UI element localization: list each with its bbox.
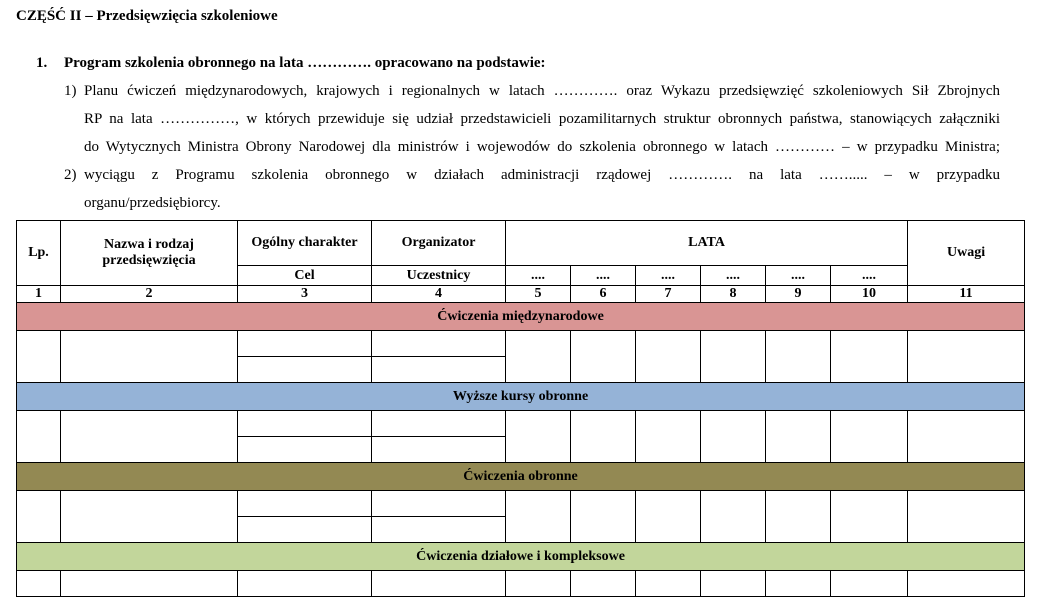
table-cell[interactable] bbox=[238, 517, 372, 543]
column-number: 4 bbox=[372, 286, 506, 303]
table-cell[interactable] bbox=[908, 331, 1025, 383]
table-cell[interactable] bbox=[238, 437, 372, 463]
list-item-line: do Wytycznych Ministra Obrony Narodowej dla ministrów i wojewodów do szkolenia obronnego w latach ………… – w przypadku Ministra; bbox=[84, 139, 1000, 155]
table-cell[interactable] bbox=[701, 571, 766, 597]
heading-number: 1. bbox=[36, 55, 48, 71]
column-number: 6 bbox=[571, 286, 636, 303]
header-name: Nazwa i rodzaj przedsięwzięcia bbox=[61, 221, 238, 286]
table-cell[interactable] bbox=[506, 571, 571, 597]
table-cell[interactable] bbox=[571, 331, 636, 383]
list-item-line: Planu ćwiczeń międzynarodowych, krajowych i regionalnych w latach …………. oraz Wykazu przedsięwzięć szkoleniowych Sił Zbrojnych bbox=[84, 83, 1000, 99]
table-cell[interactable] bbox=[908, 571, 1025, 597]
list-item-number: 1) bbox=[64, 83, 77, 99]
table-cell[interactable] bbox=[372, 437, 506, 463]
table-cell[interactable] bbox=[506, 491, 571, 543]
table-cell[interactable] bbox=[61, 331, 238, 383]
list-item-line: RP na lata ……………, w których przewiduje się udział przedstawicieli pozamilitarnych struktur obronnych państwa, stanowiących załączniki bbox=[84, 111, 1000, 127]
table-cell[interactable] bbox=[766, 331, 831, 383]
header-participants: Uczestnicy bbox=[372, 266, 506, 286]
table-cell[interactable] bbox=[238, 357, 372, 383]
heading-text: Program szkolenia obronnego na lata …………. opracowano na podstawie: bbox=[64, 55, 546, 71]
table-cell[interactable] bbox=[831, 411, 908, 463]
column-number: 2 bbox=[61, 286, 238, 303]
list-item-number: 2) bbox=[64, 167, 77, 183]
table-cell[interactable] bbox=[372, 357, 506, 383]
table-cell[interactable] bbox=[17, 411, 61, 463]
table-cell[interactable] bbox=[766, 571, 831, 597]
list-item-line: organu/przedsiębiorcy. bbox=[84, 195, 221, 211]
table-cell[interactable] bbox=[571, 571, 636, 597]
table-cell[interactable] bbox=[61, 571, 238, 597]
header-year-cell: .... bbox=[571, 266, 636, 286]
table-cell[interactable] bbox=[701, 331, 766, 383]
table-cell[interactable] bbox=[636, 491, 701, 543]
table-cell[interactable] bbox=[372, 491, 506, 517]
training-table bbox=[16, 220, 1025, 597]
table-cell[interactable] bbox=[372, 411, 506, 437]
table-cell[interactable] bbox=[908, 411, 1025, 463]
table-cell[interactable] bbox=[61, 491, 238, 543]
list-item-1 bbox=[64, 77, 1000, 161]
column-number: 1 bbox=[17, 286, 61, 303]
table-cell[interactable] bbox=[61, 411, 238, 463]
header-year-cell: .... bbox=[701, 266, 766, 286]
column-number: 7 bbox=[636, 286, 701, 303]
table-cell[interactable] bbox=[238, 571, 372, 597]
table-cell[interactable] bbox=[17, 331, 61, 383]
column-number-row bbox=[17, 286, 1025, 303]
table-cell[interactable] bbox=[831, 331, 908, 383]
table-cell[interactable] bbox=[372, 517, 506, 543]
table-cell[interactable] bbox=[766, 491, 831, 543]
column-number: 10 bbox=[831, 286, 908, 303]
header-remarks: Uwagi bbox=[908, 221, 1025, 286]
table-cell[interactable] bbox=[636, 571, 701, 597]
table-cell[interactable] bbox=[636, 411, 701, 463]
header-lp: Lp. bbox=[17, 221, 61, 286]
table-cell[interactable] bbox=[17, 571, 61, 597]
table-cell[interactable] bbox=[571, 411, 636, 463]
section-header: Wyższe kursy obronne bbox=[17, 383, 1025, 411]
header-year-cell: .... bbox=[506, 266, 571, 286]
column-number: 3 bbox=[238, 286, 372, 303]
table-cell[interactable] bbox=[701, 411, 766, 463]
table-cell[interactable] bbox=[372, 331, 506, 357]
column-number: 5 bbox=[506, 286, 571, 303]
list-item-2 bbox=[64, 161, 1000, 217]
header-general: Ogólny charakter bbox=[238, 221, 372, 266]
table-cell[interactable] bbox=[506, 411, 571, 463]
column-number: 11 bbox=[908, 286, 1025, 303]
table-cell[interactable] bbox=[238, 331, 372, 357]
section-header: Ćwiczenia obronne bbox=[17, 463, 1025, 491]
table-cell[interactable] bbox=[571, 491, 636, 543]
header-year-cell: .... bbox=[636, 266, 701, 286]
table-cell[interactable] bbox=[831, 571, 908, 597]
table-cell[interactable] bbox=[908, 491, 1025, 543]
section-header: Ćwiczenia działowe i kompleksowe bbox=[17, 543, 1025, 571]
table-cell[interactable] bbox=[238, 411, 372, 437]
header-organizer: Organizator bbox=[372, 221, 506, 266]
table-cell[interactable] bbox=[636, 331, 701, 383]
table-cell[interactable] bbox=[372, 571, 506, 597]
column-number: 8 bbox=[701, 286, 766, 303]
table-cell[interactable] bbox=[17, 491, 61, 543]
table-cell[interactable] bbox=[831, 491, 908, 543]
table-cell[interactable] bbox=[506, 331, 571, 383]
header-year-cell: .... bbox=[766, 266, 831, 286]
table-cell[interactable] bbox=[701, 491, 766, 543]
table-cell[interactable] bbox=[766, 411, 831, 463]
section-heading bbox=[36, 55, 546, 72]
header-goal: Cel bbox=[238, 266, 372, 286]
table-cell[interactable] bbox=[238, 491, 372, 517]
part-title: CZĘŚĆ II – Przedsięwzięcia szkoleniowe bbox=[16, 8, 278, 24]
header-years: LATA bbox=[506, 221, 908, 266]
list-item-line: wyciągu z Programu szkolenia obronnego w działach administracji rządowej …………. na lata ……..... – w przypadku bbox=[84, 167, 1000, 183]
section-header: Ćwiczenia międzynarodowe bbox=[17, 303, 1025, 331]
column-number: 9 bbox=[766, 286, 831, 303]
header-year-cell: .... bbox=[831, 266, 908, 286]
